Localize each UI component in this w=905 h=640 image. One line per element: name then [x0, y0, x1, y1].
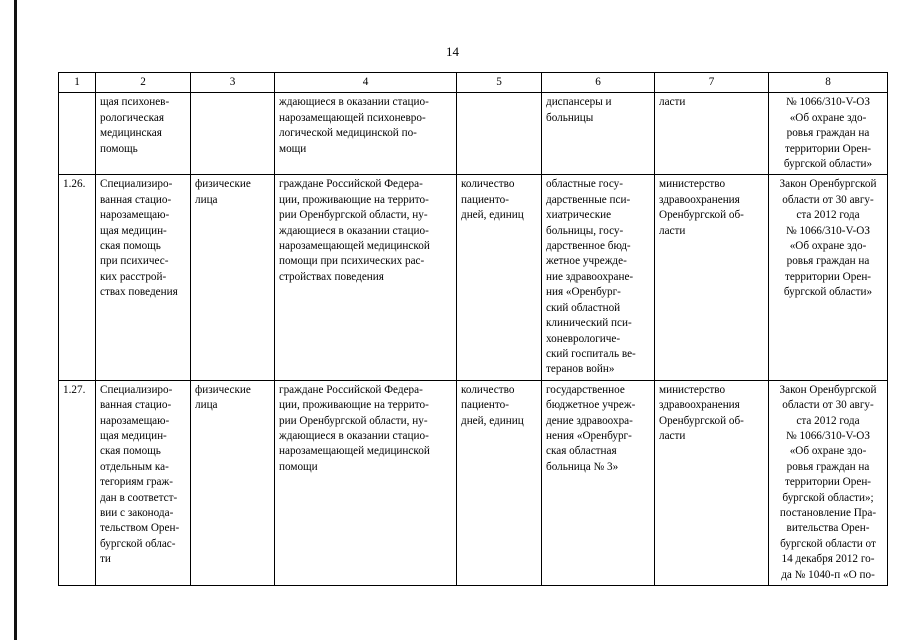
header-col-3: 3 [191, 73, 275, 93]
table-row [59, 93, 888, 175]
recipient-category: граждане Российской Федера- ции, проживающие на террито- рии Оренбургской области, ну- ждающиеся в оказании стацио- нарозамещающей медицинской помощи при психических рас- стройствах поведения [275, 175, 457, 380]
service-name: Специализиро- ванная стацио- нарозамещаю- щая медицин- ская помощь при психичес- ких расстрой- ствах поведения [96, 175, 191, 380]
row-number: 1.26. [59, 175, 96, 380]
service-name: щая психонев- рологическая медицинская помощь [96, 93, 191, 175]
service-name: Специализиро- ванная стацио- нарозамещаю- щая медицин- ская помощь отдельным ка- тегориям граж- дан в соответст- вии с законода- тельством Орен- бургской облас- ти [96, 380, 191, 585]
legal-basis: № 1066/310-V-ОЗ «Об охране здо- ровья граждан на территории Орен- бургской области» [769, 93, 888, 175]
header-col-2: 2 [96, 73, 191, 93]
header-col-5: 5 [457, 73, 542, 93]
institution: областные госу- дарственные пси- хиатрические больницы, госу- дарственное бюд- жетное учрежде- ние здравоохране- ния «Оренбург- ский областной клинический пси- хоневрологиче- ский госпиталь ве- теранов войн» [542, 175, 655, 380]
header-col-1: 1 [59, 73, 96, 93]
table-row [59, 380, 888, 585]
legal-basis: Закон Оренбургской области от 30 авгу- ста 2012 года № 1066/310-V-ОЗ «Об охране здо- ровья граждан на территории Орен- бургской области»; постановление Пра- вительства Орен- бургской области от 14 декабря 2012 го- да № 1040-п «О по- [769, 380, 888, 585]
measure-unit [457, 93, 542, 175]
table-row [59, 175, 888, 380]
responsible-ministry: министерство здравоохранения Оренбургской об- ласти [655, 380, 769, 585]
table-header-row [59, 73, 888, 93]
recipient-category: граждане Российской Федера- ции, проживающие на террито- рии Оренбургской области, ну- ждающиеся в оказании стацио- нарозамещающей медицинской помощи [275, 380, 457, 585]
header-col-6: 6 [542, 73, 655, 93]
measure-unit: количество пациенто- дней, единиц [457, 175, 542, 380]
row-number: 1.27. [59, 380, 96, 585]
institution: государственное бюджетное учреж- дение здравоохра- нения «Оренбург- ская областная больница № 3» [542, 380, 655, 585]
page-binding-edge [14, 0, 17, 640]
header-col-8: 8 [769, 73, 888, 93]
responsible-ministry: министерство здравоохранения Оренбургской об- ласти [655, 175, 769, 380]
recipients [191, 93, 275, 175]
recipient-category: ждающиеся в оказании стацио- нарозамещающей психоневро- логической медицинской по- мощи [275, 93, 457, 175]
measure-unit: количество пациенто- дней, единиц [457, 380, 542, 585]
header-col-4: 4 [275, 73, 457, 93]
recipients: физические лица [191, 380, 275, 585]
page-number: 14 [446, 44, 459, 59]
recipients: физические лица [191, 175, 275, 380]
header-col-7: 7 [655, 73, 769, 93]
legal-basis: Закон Оренбургской области от 30 авгу- ста 2012 года № 1066/310-V-ОЗ «Об охране здо- ровья граждан на территории Орен- бургской области» [769, 175, 888, 380]
services-table [58, 72, 888, 586]
row-number [59, 93, 96, 175]
responsible-ministry: ласти [655, 93, 769, 175]
institution: диспансеры и больницы [542, 93, 655, 175]
